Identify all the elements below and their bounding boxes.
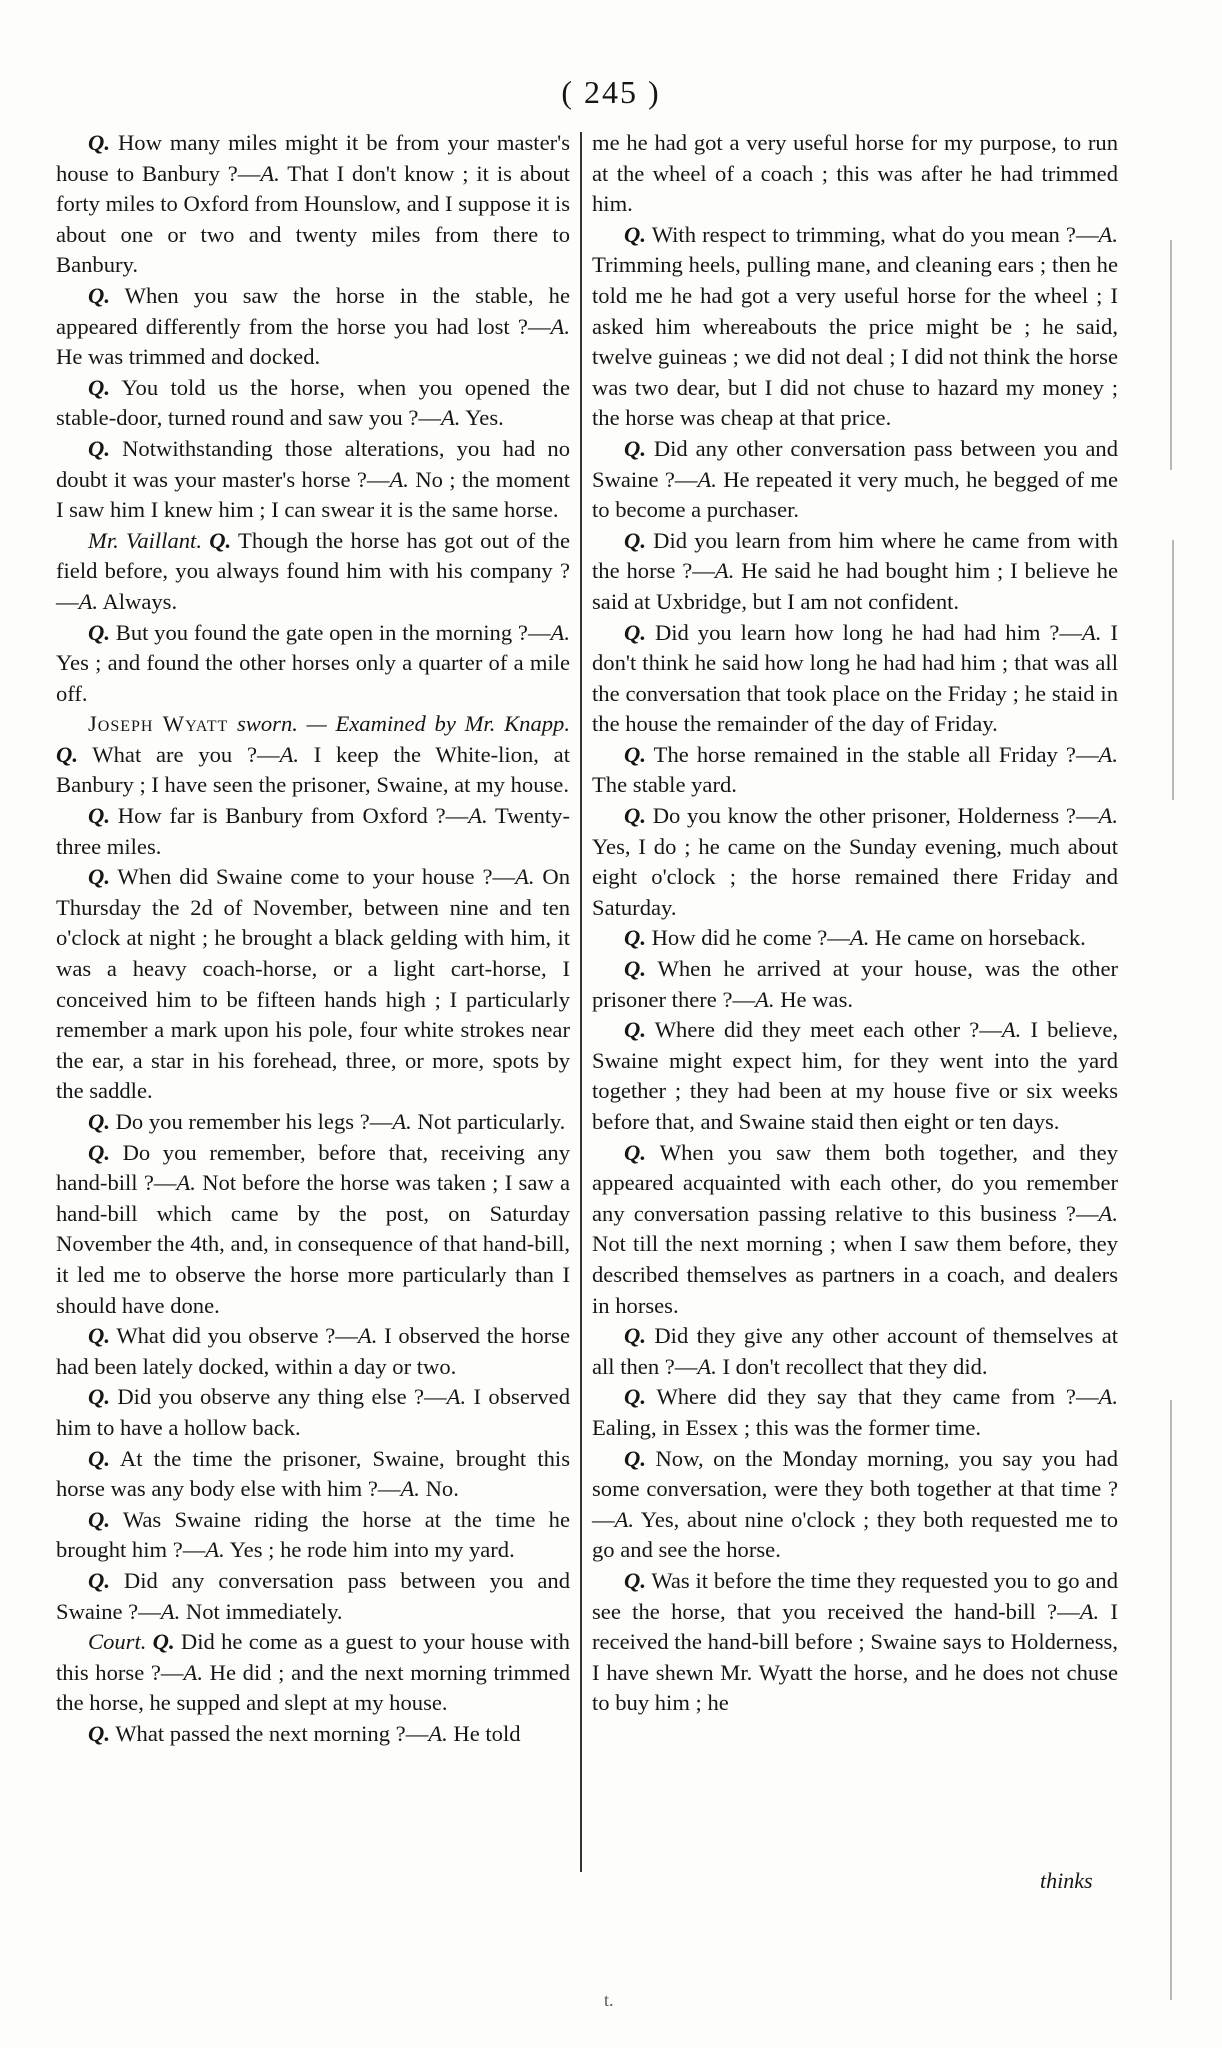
- paragraph: [56, 373, 570, 434]
- italic-text: A.: [1001, 1017, 1022, 1043]
- italic-text: A.: [697, 1353, 717, 1379]
- body-text: Not particularly.: [411, 1109, 566, 1134]
- body-text: I believe, Swaine might expect him, for they went into the yard together ; they had been at my house five or six weeks before that, and Swaine staid then eight or ten days.: [592, 1017, 1119, 1134]
- italic-text: A.: [550, 313, 570, 339]
- italic-text: A.: [357, 1323, 378, 1349]
- question-marker: Q.: [152, 1629, 175, 1655]
- italic-text: Court.: [88, 1629, 147, 1655]
- italic-text: A.: [176, 1170, 196, 1196]
- paragraph: [56, 709, 570, 801]
- italic-text: A.: [849, 925, 870, 951]
- body-text: When you saw the horse in the stable, he appeared differently from the horse you had lost ?—: [56, 282, 570, 339]
- body-text: Did you learn how long he had had him ?—: [645, 619, 1083, 645]
- paragraph: [592, 1382, 1118, 1443]
- question-marker: Q.: [624, 527, 646, 553]
- question-marker: Q.: [624, 221, 646, 247]
- question-marker: Q.: [88, 1720, 110, 1746]
- paragraph: [592, 1015, 1118, 1137]
- body-text: What did you observe ?—: [109, 1323, 358, 1349]
- catchword: thinks: [1040, 1868, 1093, 1893]
- body-text: Was Swaine riding the horse at the time he brought him ?—: [56, 1506, 570, 1563]
- question-marker: Q.: [88, 1506, 110, 1532]
- body-text: I observed the horse had been lately docked, within a day or two.: [56, 1323, 570, 1379]
- page-number: ( 245 ): [561, 74, 661, 110]
- body-text: He repeated it very much, he begged of me to become a purchaser.: [592, 466, 1118, 523]
- body-text: That I don't know ; it is about forty miles to Oxford from Hounslow, and I suppose it is about one or two and twenty miles from there to Banbury.: [56, 160, 570, 278]
- paragraph: [592, 1138, 1118, 1322]
- body-text: How did he come ?—: [645, 925, 850, 951]
- paragraph: [592, 1321, 1118, 1382]
- paragraph: [56, 434, 570, 526]
- body-text: Did any other conversation pass between you and Swaine ?—: [592, 435, 1118, 492]
- body-text: He told: [447, 1720, 521, 1746]
- body-text: I keep the White-lion, at Banbury ; I have seen the prisoner, Swaine, at my house.: [56, 741, 570, 798]
- body-text: Do you remember his legs ?—: [109, 1109, 393, 1134]
- body-text: I observed him to have a hollow back.: [56, 1384, 570, 1440]
- italic-text: A.: [446, 1384, 467, 1410]
- question-marker: Q.: [624, 1139, 646, 1165]
- question-marker: Q.: [88, 1139, 110, 1165]
- body-text: On Thursday the 2d of November, between nine and ten o'clock at night ; he brought a black gelding with him, it was a heavy coach-horse, or a light cart-horse, I conceived him to be fifteen hands high ; I particularly remember a mark upon his pole, four white strokes near the ear, a star in his forehead, three, or more, spots by the saddle.: [56, 864, 571, 1104]
- body-text: Did you observe any thing else ?—: [109, 1384, 447, 1410]
- question-marker: Q.: [624, 1567, 646, 1593]
- body-text: Trimming heels, pulling mane, and cleaning ears ; then he told me he had got a very useful horse for the wheel ; I asked him whereabouts the price might be ; he said, twelve guineas ; we did not deal ; I did not think the horse was two dear, but I did not chuse to hazard my money ; the horse was cheap at that price.: [592, 252, 1118, 431]
- body-text: Did he come as a guest to your house with this horse ?—: [56, 1629, 570, 1685]
- italic-text: A.: [468, 803, 488, 829]
- question-marker: Q.: [624, 925, 646, 951]
- question-marker: Q.: [88, 1109, 110, 1134]
- body-text: How many miles might it be from your master's house to Banbury ?—: [56, 130, 570, 186]
- body-text: Did you learn from him where he came from with the horse ?—: [592, 527, 1118, 584]
- question-marker: Q.: [88, 374, 110, 400]
- paragraph: [56, 1719, 570, 1750]
- italic-text: A.: [755, 986, 775, 1012]
- italic-text: A.: [1098, 1200, 1118, 1226]
- italic-text: A.: [515, 864, 535, 890]
- question-marker: Q.: [624, 1323, 646, 1349]
- question-marker: Q.: [88, 282, 110, 308]
- body-text: Not till the next morning ; when I saw them before, they described themselves as partners in a coach, and dealers in horses.: [592, 1231, 1118, 1318]
- question-marker: Q.: [88, 1567, 110, 1593]
- body-text: Notwithstanding those alterations, you had no doubt it was your master's horse ?—: [56, 435, 570, 492]
- body-text: Not immediately.: [180, 1598, 343, 1624]
- body-text: Where did they say that they came from ?—: [645, 1384, 1099, 1410]
- body-text: Now, on the Monday morning, you say you had some conversation, were they both together at that time ?—: [592, 1445, 1118, 1532]
- italic-text: A.: [1079, 1598, 1100, 1624]
- body-text: Did they give any other account of themselves at all then ?—: [592, 1323, 1118, 1379]
- question-marker: Q.: [88, 1445, 110, 1471]
- question-marker: Q.: [88, 803, 110, 829]
- body-text: He did ; and the next morning trimmed the horse, he supped and slept at my house.: [56, 1659, 570, 1716]
- paragraph: [592, 220, 1118, 434]
- paragraph: [592, 954, 1118, 1015]
- italic-text: A.: [614, 1506, 635, 1532]
- question-marker: Q.: [624, 1384, 646, 1410]
- paragraph: [56, 128, 570, 281]
- paragraph: [56, 281, 570, 373]
- paragraph: [56, 618, 570, 710]
- paragraph: [56, 1627, 570, 1719]
- body-text: When did Swaine come to your house ?—: [109, 864, 516, 890]
- italic-text: A.: [1098, 803, 1118, 829]
- question-marker: Q.: [624, 956, 646, 982]
- italic-text: A.: [389, 466, 409, 492]
- question-marker: Q.: [88, 130, 110, 155]
- body-text: I received the hand-bill before ; Swaine says to Holderness, I have shewn Mr. Wyatt the horse, and he does not chuse to buy him ; he: [592, 1598, 1118, 1716]
- left-column: [56, 128, 570, 1749]
- body-text: He was trimmed and docked.: [56, 344, 321, 370]
- column-divider: [580, 132, 582, 1872]
- italic-text: sworn. — Examined by Mr. Knapp.: [237, 711, 571, 737]
- question-marker: Q.: [88, 1384, 110, 1410]
- right-edge-mark: [1170, 240, 1172, 470]
- body-text: Though the horse has got out of the field before, you always found him with his company ?—: [56, 527, 570, 614]
- italic-text: A.: [78, 588, 99, 614]
- question-marker: Q.: [624, 1445, 646, 1471]
- question-marker: Q.: [624, 803, 646, 829]
- body-text: Yes ; he rode him into my yard.: [224, 1537, 515, 1563]
- body-text: Always.: [98, 588, 178, 614]
- italic-text: Mr. Vaillant.: [88, 527, 202, 553]
- body-text: Yes, about nine o'clock ; they both requested me to go and see the horse.: [592, 1506, 1118, 1563]
- body-text: When he arrived at your house, was the other prisoner there ?—: [592, 956, 1118, 1012]
- paragraph: [592, 801, 1118, 923]
- paragraph: [592, 128, 1118, 220]
- question-marker: Q.: [88, 864, 110, 890]
- question-marker: Q.: [56, 741, 78, 767]
- body-text: What are you ?—: [77, 741, 280, 767]
- italic-text: A.: [1098, 741, 1118, 767]
- body-text: What passed the next morning ?—: [109, 1720, 429, 1746]
- body-text: The stable yard.: [592, 772, 737, 798]
- italic-text: A.: [183, 1659, 203, 1685]
- bottom-mark: t.: [604, 1990, 614, 2010]
- body-text: Where did they meet each other ?—: [645, 1017, 1002, 1043]
- right-edge-mark: [1170, 1400, 1172, 2000]
- body-text: Yes.: [460, 405, 504, 431]
- body-text: Do you remember, before that, receiving any hand-bill ?—: [56, 1139, 570, 1196]
- paragraph: [592, 923, 1118, 954]
- italic-text: A.: [550, 619, 570, 645]
- body-text: Did any conversation pass between you and Swaine ?—: [56, 1567, 570, 1624]
- italic-text: A.: [440, 405, 461, 431]
- body-text: But you found the gate open in the morning ?—: [109, 619, 551, 645]
- question-marker: Q.: [624, 741, 646, 767]
- body-text: He was.: [774, 986, 854, 1012]
- right-column: [592, 128, 1118, 1719]
- body-text: Was it before the time they requested you to go and see the horse, that you received the hand-bill ?—: [592, 1567, 1118, 1624]
- italic-text: A.: [714, 558, 735, 584]
- italic-text: A.: [428, 1720, 448, 1746]
- body-text: I don't think he said how long he had had him ; that was all the conversation that took place on the Friday ; he staid in the house the remainder of the day of Friday.: [592, 619, 1118, 737]
- body-text: No ; the moment I saw him I knew him ; I can swear it is the same horse.: [56, 466, 570, 523]
- question-marker: Q.: [624, 619, 646, 645]
- paragraph: [56, 1505, 570, 1566]
- body-text: [228, 711, 237, 736]
- paragraph: [592, 1566, 1118, 1719]
- body-text: No.: [419, 1476, 459, 1502]
- question-marker: Q.: [209, 527, 232, 553]
- italic-text: A.: [400, 1476, 420, 1502]
- body-text: Ealing, in Essex ; this was the former time.: [592, 1414, 982, 1440]
- body-text: Yes, I do ; he came on the Sunday evening, much about eight o'clock ; the horse remained there Friday and Saturday.: [592, 833, 1118, 920]
- body-text: Not before the horse was taken ; I saw a hand-bill which came by the post, on Saturday November the 4th, and, in consequence of that hand-bill, it led me to observe the horse more particularly than I should have done.: [56, 1170, 570, 1318]
- question-marker: Q.: [88, 1323, 110, 1349]
- body-text: The horse remained in the stable all Friday ?—: [645, 741, 1099, 767]
- paragraph: [56, 862, 570, 1107]
- paragraph: [592, 1444, 1118, 1566]
- body-text: He came on horseback.: [869, 925, 1086, 951]
- question-marker: Q.: [88, 619, 110, 645]
- italic-text: A.: [160, 1598, 181, 1624]
- body-text: Yes ; and found the other horses only a quarter of a mile off.: [56, 650, 570, 706]
- body-text: He said he had bought him ; I believe he said at Uxbridge, but I am not confident.: [592, 558, 1118, 614]
- italic-text: A.: [392, 1109, 412, 1134]
- paragraph: [592, 618, 1118, 740]
- paragraph: [56, 801, 570, 862]
- body-text: With respect to trimming, what do you mean ?—: [645, 221, 1099, 247]
- body-text: How far is Banbury from Oxford ?—: [109, 803, 469, 829]
- body-text: Twenty-three miles.: [56, 803, 570, 859]
- witness-name: Joseph Wyatt: [88, 711, 229, 737]
- italic-text: A.: [260, 160, 280, 186]
- paragraph: [56, 1444, 570, 1505]
- italic-text: A.: [279, 741, 300, 767]
- paragraph: [56, 1107, 570, 1138]
- body-text: When you saw them both together, and they appeared acquainted with each other, do you remember any conversation passing relative to this business ?—: [592, 1139, 1118, 1226]
- italic-text: A.: [1082, 619, 1102, 645]
- paragraph: [592, 434, 1118, 526]
- paragraph: [56, 1566, 570, 1627]
- paragraph: [592, 740, 1118, 801]
- italic-text: A.: [205, 1537, 225, 1563]
- italic-text: A.: [1098, 1384, 1118, 1410]
- body-text: me he had got a very useful horse for my purpose, to run at the wheel of a coach ; this was after he had trimmed him.: [592, 130, 1118, 217]
- paragraph: [592, 526, 1118, 618]
- question-marker: Q.: [624, 435, 646, 461]
- paragraph: [56, 1321, 570, 1382]
- body-text: At the time the prisoner, Swaine, brought this horse was any body else with him ?—: [56, 1445, 570, 1502]
- question-marker: Q.: [624, 1017, 646, 1043]
- paragraph: [56, 526, 570, 618]
- paragraph: [56, 1382, 570, 1443]
- body-text: Do you know the other prisoner, Holderness ?—: [645, 803, 1099, 829]
- italic-text: A.: [1098, 221, 1118, 247]
- body-text: I don't recollect that they did.: [716, 1353, 988, 1379]
- italic-text: A.: [697, 466, 717, 492]
- question-marker: Q.: [88, 435, 110, 461]
- right-edge-mark: [1172, 540, 1174, 800]
- body-text: You told us the horse, when you opened the stable-door, turned round and saw you ?—: [56, 374, 570, 431]
- paragraph: [56, 1138, 570, 1322]
